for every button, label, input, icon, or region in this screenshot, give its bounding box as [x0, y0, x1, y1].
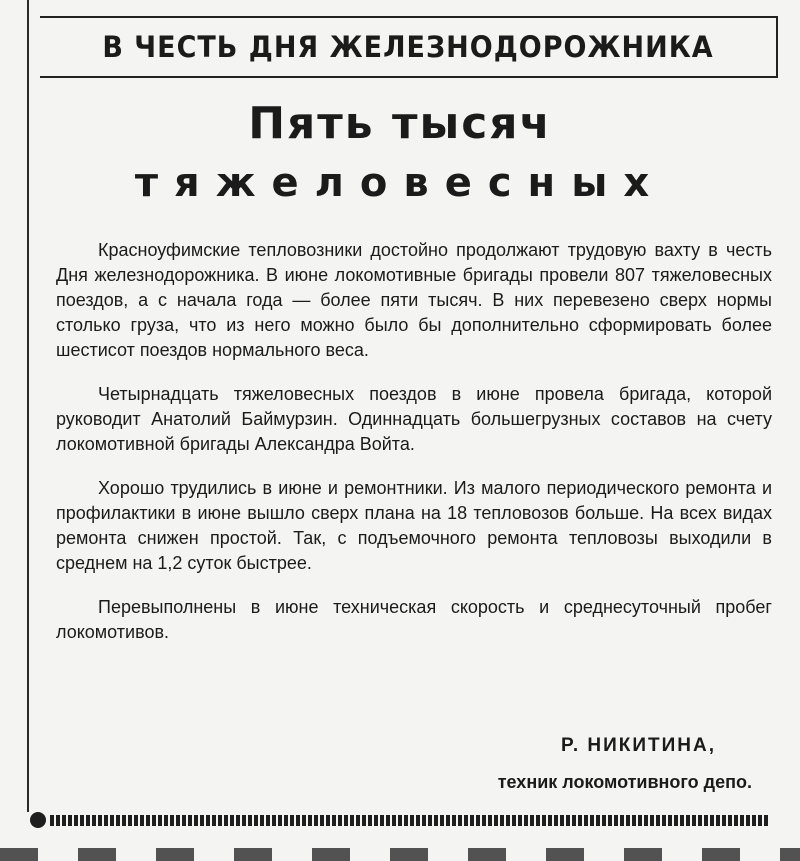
- cut-off-text-fragment: [0, 848, 800, 861]
- rubric-title: В ЧЕСТЬ ДНЯ ЖЕЛЕЗНОДОРОЖНИКА: [102, 29, 714, 65]
- author-title: техник локомотивного депо.: [497, 772, 752, 792]
- author-name: Р. НИКИТИНА,: [561, 735, 716, 756]
- ornamental-divider: [50, 815, 768, 826]
- rubric-banner: [40, 16, 778, 78]
- headline-line-2: тяжеловесных: [134, 160, 666, 206]
- author-signature: [497, 733, 752, 795]
- article-paragraph: Красноуфимские тепловозники достойно продолжают трудовую вахту в честь Дня железнодорожника. В июне локомотивные бригады провели 807 тяжеловесных поездов, а с начала года — более пяти тысяч. В них перевезено сверх нормы столько груза, что из него можно было бы дополнительно сформировать более шестисот поездов нормального веса.: [56, 240, 772, 360]
- article-body: [56, 238, 772, 664]
- article-paragraph: Четырнадцать тяжеловесных поездов в июне провела бригада, которой руководит Анатолий Баймурзин. Одиннадцать большегрузных составов на счету локомотивной бригады Александра Войта.: [56, 384, 772, 454]
- headline-line-1: Пять тысяч: [248, 98, 552, 149]
- divider-dot: [30, 812, 46, 828]
- article-paragraph: Перевыполнены в июне техническая скорость и среднесуточный пробег локомотивов.: [56, 597, 772, 642]
- article-paragraph: Хорошо трудились в июне и ремонтники. Из малого периодического ремонта и профилактики в июне вышло сверх плана на 18 тепловозов больше. На всех видах ремонта снижен простой. Так, с подъемочного ремонта тепловозы выходили в среднем на 1,2 суток быстрее.: [56, 478, 772, 573]
